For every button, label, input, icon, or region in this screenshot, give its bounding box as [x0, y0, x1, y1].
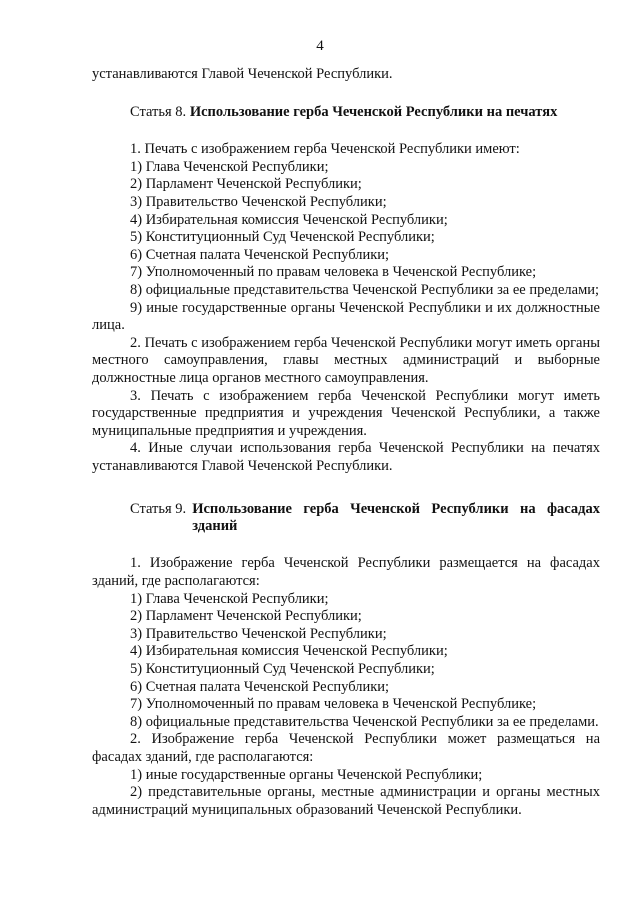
article-9-item-8: 8) официальные представительства Чеченской Республики за ее пределами.: [130, 713, 599, 730]
article-8-item-2: 2) Парламент Чеченской Республики;: [130, 176, 362, 193]
article-8-item-8: 8) официальные представительства Чеченской Республики за ее пределами;: [130, 281, 600, 298]
article-9-subitem-2: 2) представительные органы, местные администрации и органы местных администраций муниципальных образований Чеченской Республики.: [92, 784, 600, 818]
article-9-item-1: 1) Глава Чеченской Республики;: [130, 590, 329, 607]
article-9-subitem-1: 1) иные государственные органы Чеченской Республики;: [130, 766, 483, 783]
article-8-item-7: 7) Уполномоченный по правам человека в Чеченской Республике;: [130, 264, 537, 281]
article-9-paragraph-1: 1. Изображение герба Чеченской Республики размещается на фасадах зданий, где располагаются:: [92, 555, 600, 590]
article-9-item-2: 2) Парламент Чеченской Республики;: [130, 608, 362, 625]
article-9-item-4: 4) Избирательная комиссия Чеченской Республики;: [130, 643, 448, 660]
article-8-label: Статья 8.: [130, 103, 187, 120]
intro-line: устанавливаются Главой Чеченской Республики.: [92, 66, 393, 82]
article-8-paragraph-2: 2. Печать с изображением герба Чеченской Республики могут иметь органы местного самоуправления, главы местных администраций и выборные должностные лица органов местного самоуправления.: [92, 334, 600, 386]
article-9-item-5: 5) Конституционный Суд Чеченской Республики;: [130, 661, 435, 678]
article-8-paragraph-1: 1. Печать с изображением герба Чеченской Республики имеют:: [130, 141, 520, 158]
article-8-item-1: 1) Глава Чеченской Республики;: [130, 158, 329, 175]
article-8-item-3: 3) Правительство Чеченской Республики;: [130, 193, 387, 210]
article-9-title: Использование герба Чеченской Республики на фасадах зданий: [192, 501, 600, 535]
article-8-paragraph-3: 3. Печать с изображением герба Чеченской Республики могут иметь государственные предприятия и учреждения Чеченской Республики, а также муниципальные предприятия и учреждения.: [92, 387, 600, 439]
article-8-paragraph-4: 4. Иные случаи использования герба Чеченской Республики на печатях устанавливаются Главой Чеченской Республики.: [92, 440, 600, 474]
article-8-item-5: 5) Конституционный Суд Чеченской Республики;: [130, 229, 435, 246]
article-8-item-9: 9) иные государственные органы Чеченской Республики и их должностные лица.: [92, 299, 600, 334]
article-9-paragraph-2: 2. Изображение герба Чеченской Республики может размещаться на фасадах зданий, где располагаются:: [92, 731, 600, 765]
article-9-item-7: 7) Уполномоченный по правам человека в Чеченской Республике;: [130, 696, 537, 713]
article-8-heading: [92, 104, 600, 122]
article-9-heading: [92, 501, 600, 535]
article-9-item-6: 6) Счетная палата Чеченской Республики;: [130, 678, 390, 695]
document-body: [92, 66, 600, 819]
page-number: 4: [316, 38, 324, 54]
article-8-item-4: 4) Избирательная комиссия Чеченской Республики;: [130, 211, 448, 228]
article-8-title: Использование герба Чеченской Республики на печатях: [189, 103, 558, 120]
article-9-label: Статья 9.: [130, 501, 187, 518]
article-8-item-6: 6) Счетная палата Чеченской Республики;: [130, 246, 390, 263]
article-9-item-3: 3) Правительство Чеченской Республики;: [130, 625, 387, 642]
